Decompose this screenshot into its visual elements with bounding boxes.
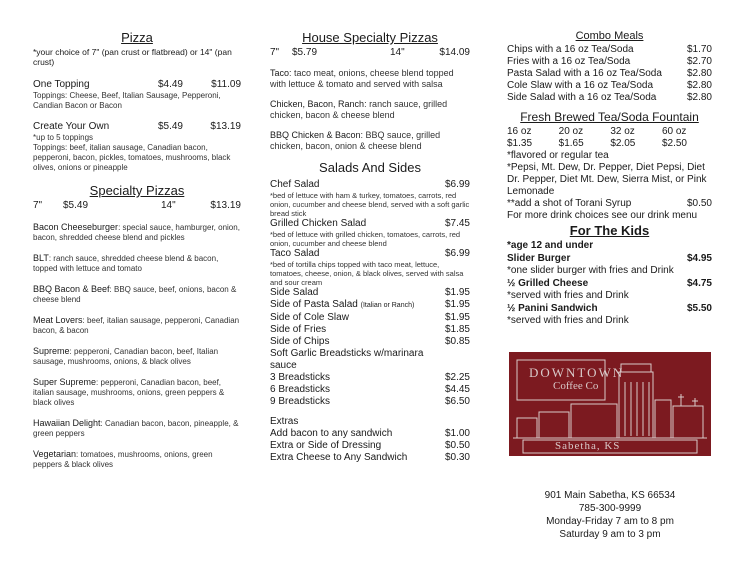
extra-row	[270, 428, 470, 440]
salad-desc: *bed of tortilla chips topped with taco meat, lettuce, tomatoes, cheese, onion, & black olives, served with salsa and sour cream	[270, 260, 464, 287]
side-name-text: Side of Cole Slaw	[270, 312, 349, 323]
column-pizza	[33, 30, 241, 470]
downtown-coffee-logo	[509, 352, 711, 456]
specialty-item	[33, 449, 241, 470]
side-name-text: 3 Breadsticks	[270, 372, 331, 383]
phone: 785-300-9999	[578, 503, 642, 514]
combo-row	[507, 44, 712, 56]
side-name	[270, 396, 428, 408]
house-size-large: 14"	[390, 47, 405, 58]
specialty-item	[33, 418, 241, 439]
kids-price: $5.50	[686, 303, 712, 314]
kids-list	[507, 253, 712, 327]
side-price: $4.45	[444, 384, 470, 395]
side-row	[270, 348, 470, 372]
side-row	[270, 312, 470, 324]
extras-list	[270, 428, 470, 464]
extra-name: Extra or Side of Dressing	[270, 440, 382, 451]
salad-name: Taco Salad	[270, 248, 320, 259]
side-name	[270, 336, 428, 348]
side-price: $2.25	[444, 372, 470, 383]
create-own-note: *up to 5 toppings	[33, 133, 94, 142]
side-row	[270, 336, 470, 348]
torani-row	[507, 198, 712, 210]
specialty-item-desc: : Canadian bacon, bacon, pineapple, & green peppers	[33, 419, 239, 438]
side-name-text: Side of Fries	[270, 324, 327, 335]
specialty-item-name: Super Supreme	[33, 377, 97, 387]
side-row	[270, 287, 470, 299]
create-own-row	[33, 121, 241, 133]
house-item	[270, 99, 470, 121]
kids-heading: For The Kids	[569, 223, 650, 238]
kids-desc: *served with fries and Drink	[507, 315, 629, 326]
specialty-price-large: $13.19	[210, 200, 241, 211]
side-price: $1.85	[444, 324, 470, 335]
salad-row	[270, 218, 470, 230]
create-own-name: Create Your Own	[33, 121, 110, 132]
kids-name: ½ Panini Sandwich	[507, 303, 598, 314]
side-name	[270, 372, 428, 384]
extra-price: $0.30	[444, 452, 470, 463]
side-name-text: Side Salad	[270, 287, 319, 298]
side-name	[270, 348, 428, 372]
combo-row	[507, 80, 712, 92]
salad-name: Chef Salad	[270, 179, 320, 190]
specialty-item	[33, 253, 241, 274]
combo-price: $1.70	[686, 44, 712, 55]
logo-downtown: DOWNTOWN	[529, 365, 625, 380]
side-name	[270, 324, 428, 336]
hours-saturday: Saturday 9 am to 3 pm	[559, 529, 661, 540]
salad-price: $7.45	[444, 218, 470, 229]
house-item-desc: : taco meat, onions, cheese blend topped with lettuce & tomato and served with salsa	[270, 68, 454, 89]
combo-price: $2.70	[686, 56, 712, 67]
side-list	[270, 287, 470, 408]
combo-row	[507, 92, 712, 104]
specialty-item-name: Supreme	[33, 346, 70, 356]
combo-row	[507, 68, 712, 80]
extra-name: Add bacon to any sandwich	[270, 428, 393, 439]
house-item	[270, 68, 470, 90]
specialty-item-name: Meat Lovers	[33, 315, 83, 325]
kids-row	[507, 303, 712, 315]
house-item-name: BBQ Chicken & Bacon	[270, 130, 361, 140]
one-topping-name: One Topping	[33, 79, 90, 90]
house-item-desc: : BBQ sauce, grilled chicken, bacon, onion & cheese blend	[270, 130, 441, 151]
salad-list	[270, 179, 470, 287]
house-item-name: Taco	[270, 68, 290, 78]
fountain-size: 60 oz	[661, 126, 687, 137]
combo-price: $2.80	[686, 68, 712, 79]
specialty-item-desc: : BBQ sauce, beef, onions, bacon & cheese blend	[33, 285, 237, 304]
specialty-item-desc: : pepperoni, Canadian bacon, beef, Italian sausage, mushrooms, onions, & black olives	[33, 347, 219, 366]
side-name	[270, 312, 428, 324]
specialty-item	[33, 377, 241, 408]
side-name-text: 9 Breadsticks	[270, 396, 331, 407]
fountain-size: 32 oz	[610, 126, 635, 137]
kids-name: Slider Burger	[507, 253, 571, 264]
side-row	[270, 396, 470, 408]
house-item-name: Chicken, Bacon, Ranch	[270, 99, 365, 109]
house-prices-row	[270, 47, 470, 59]
extra-row	[270, 452, 470, 464]
fountain-price: $2.50	[661, 138, 687, 149]
fountain-price: $1.65	[558, 138, 584, 149]
address: 901 Main Sabetha, KS 66534	[544, 490, 676, 501]
side-price	[428, 348, 470, 372]
kids-row	[507, 253, 712, 265]
hours-weekday: Monday-Friday 7 am to 8 pm	[546, 516, 674, 527]
salad-name: Grilled Chicken Salad	[270, 218, 367, 229]
combo-row	[507, 56, 712, 68]
specialty-item-name: Bacon Cheeseburger	[33, 222, 119, 232]
torani-label: **add a shot of Torani Syrup	[507, 198, 632, 209]
fountain-note-tea: *flavored or regular tea	[507, 150, 609, 161]
specialty-heading: Specialty Pizzas	[89, 183, 185, 198]
one-topping-price-large: $11.09	[211, 79, 241, 90]
drink-menu-note: For more drink choices see our drink menu	[507, 210, 698, 221]
kids-name: ½ Grilled Cheese	[507, 278, 589, 289]
create-own-desc: Toppings: beef, italian sausage, Canadian bacon, pepperoni, bacon, pickles, tomatoes, mushrooms, black olives, onions or pineapple	[33, 143, 231, 172]
specialty-item	[33, 284, 241, 305]
combo-heading: Combo Meals	[575, 30, 644, 42]
house-price-large: $14.09	[439, 47, 470, 58]
side-name	[270, 384, 428, 396]
torani-price: $0.50	[686, 198, 712, 209]
fountain-size: 16 oz	[507, 126, 532, 137]
specialty-item	[33, 222, 241, 243]
side-price: $1.95	[444, 299, 470, 310]
side-name-text: 6 Breadsticks	[270, 384, 331, 395]
specialty-item-desc: : beef, italian sausage, pepperoni, Canadian bacon, & bacon	[33, 316, 240, 335]
kids-price: $4.95	[686, 253, 712, 264]
pizza-heading: Pizza	[121, 30, 153, 45]
side-row	[270, 384, 470, 396]
side-name	[270, 299, 428, 312]
specialty-item	[33, 346, 241, 367]
fountain-prices-row	[507, 138, 712, 150]
side-price: $1.95	[444, 287, 470, 298]
side-price: $1.95	[444, 312, 470, 323]
salad-price: $6.99	[444, 248, 470, 259]
salad-row	[270, 179, 470, 191]
salad-row	[270, 248, 470, 260]
combo-name: Side Salad with a 16 oz Tea/Soda	[507, 92, 657, 103]
specialty-list	[33, 222, 241, 470]
column-drinks	[507, 30, 712, 327]
specialty-prices-row	[33, 200, 241, 212]
combo-name: Cole Slaw with a 16 oz Tea/Soda	[507, 80, 654, 91]
salads-heading: Salads And Sides	[319, 160, 421, 175]
side-name	[270, 287, 428, 299]
side-name-text: Side of Chips	[270, 336, 330, 347]
combo-list	[507, 44, 712, 104]
one-topping-desc: Toppings: Cheese, Beef, Italian Sausage, Pepperoni, Candian Bacon or Bacon	[33, 91, 221, 110]
column-house	[270, 30, 470, 464]
kids-price: $4.75	[686, 278, 712, 289]
specialty-item	[33, 315, 241, 336]
specialty-item-desc: : tomatoes, mushrooms, onions, green peppers & black olives	[33, 450, 213, 469]
side-name-note: (Italian or Ranch)	[360, 302, 415, 309]
specialty-item-name: Vegetarian	[33, 449, 77, 459]
create-own-price-large: $13.19	[210, 121, 241, 132]
house-item-desc: : ranch sauce, grilled chicken, bacon & cheese blend	[270, 99, 448, 120]
combo-name: Pasta Salad with a 16 oz Tea/Soda	[507, 68, 662, 79]
side-name-text: Soft Garlic Breadsticks w/marinara sauce	[270, 348, 424, 371]
side-price: $6.50	[444, 396, 470, 407]
house-list	[270, 68, 470, 152]
fountain-sizes-row	[507, 126, 712, 138]
extra-price: $0.50	[444, 440, 470, 451]
logo-sabetha: Sabetha, KS	[555, 440, 621, 452]
extras-heading: Extras	[270, 416, 299, 427]
extra-name: Extra Cheese to Any Sandwich	[270, 452, 408, 463]
pizza-note: *your choice of 7" (pan crust or flatbread) or 14" (pan crust)	[33, 47, 232, 67]
salad-desc: *bed of lettuce with grilled chicken, tomatoes, carrots, red onion, cucumber and cheese blend	[270, 230, 461, 248]
create-own-price-small: $5.49	[157, 121, 183, 132]
one-topping-price-small: $4.49	[157, 79, 183, 90]
specialty-size-small: 7"	[33, 200, 43, 211]
specialty-item-desc: : pepperoni, Canadian bacon, beef, italian sausage, mushrooms, onions, green peppers & black olives	[33, 378, 225, 407]
kids-desc: *served with fries and Drink	[507, 290, 629, 301]
specialty-item-name: Hawaiian Delight	[33, 418, 101, 428]
salad-desc: *bed of lettuce with ham & turkey, tomatoes, carrots, red onion, cucumber and cheese blend, served with a soft garlic bread stick	[270, 191, 470, 218]
contact-block	[507, 489, 713, 541]
fountain-heading: Fresh Brewed Tea/Soda Fountain	[520, 110, 699, 124]
house-size-small: 7"	[270, 47, 280, 58]
kids-age-note: *age 12 and under	[507, 240, 594, 251]
fountain-size: 20 oz	[558, 126, 584, 137]
fountain-price: $1.35	[507, 138, 533, 149]
one-topping-row	[33, 79, 241, 91]
house-item	[270, 130, 470, 152]
combo-price: $2.80	[686, 92, 712, 103]
kids-desc: *one slider burger with fries and Drink	[507, 265, 674, 276]
extra-row	[270, 440, 470, 452]
fountain-note-soda: *Pepsi, Mt. Dew, Dr. Pepper, Diet Pepsi, Diet Dr. Pepper, Diet Mt. Dew, Sierra Mist, or Pink Lemonade	[507, 162, 707, 197]
combo-name: Fries with a 16 oz Tea/Soda	[507, 56, 631, 67]
side-row	[270, 324, 470, 336]
logo-coffee-co: Coffee Co	[553, 380, 599, 392]
extra-price: $1.00	[444, 428, 470, 439]
house-heading: House Specialty Pizzas	[302, 30, 438, 45]
side-row	[270, 372, 470, 384]
specialty-price-small: $5.49	[63, 200, 89, 211]
salad-price: $6.99	[444, 179, 470, 190]
specialty-item-desc: : ranch sauce, shredded cheese blend & bacon, topped with lettuce and tomato	[33, 254, 219, 273]
specialty-size-large: 14"	[161, 200, 176, 211]
specialty-item-desc: : special sauce, hamburger, onion, bacon, shredded cheese blend and pickles	[33, 223, 240, 242]
side-row	[270, 299, 470, 312]
specialty-item-name: BBQ Bacon & Beef	[33, 284, 110, 294]
specialty-item-name: BLT	[33, 253, 49, 263]
house-price-small: $5.79	[292, 47, 318, 58]
side-price: $0.85	[444, 336, 470, 347]
combo-name: Chips with a 16 oz Tea/Soda	[507, 44, 634, 55]
side-name-text: Side of Pasta Salad	[270, 299, 358, 310]
kids-row	[507, 278, 712, 290]
fountain-price: $2.05	[610, 138, 636, 149]
combo-price: $2.80	[686, 80, 712, 91]
